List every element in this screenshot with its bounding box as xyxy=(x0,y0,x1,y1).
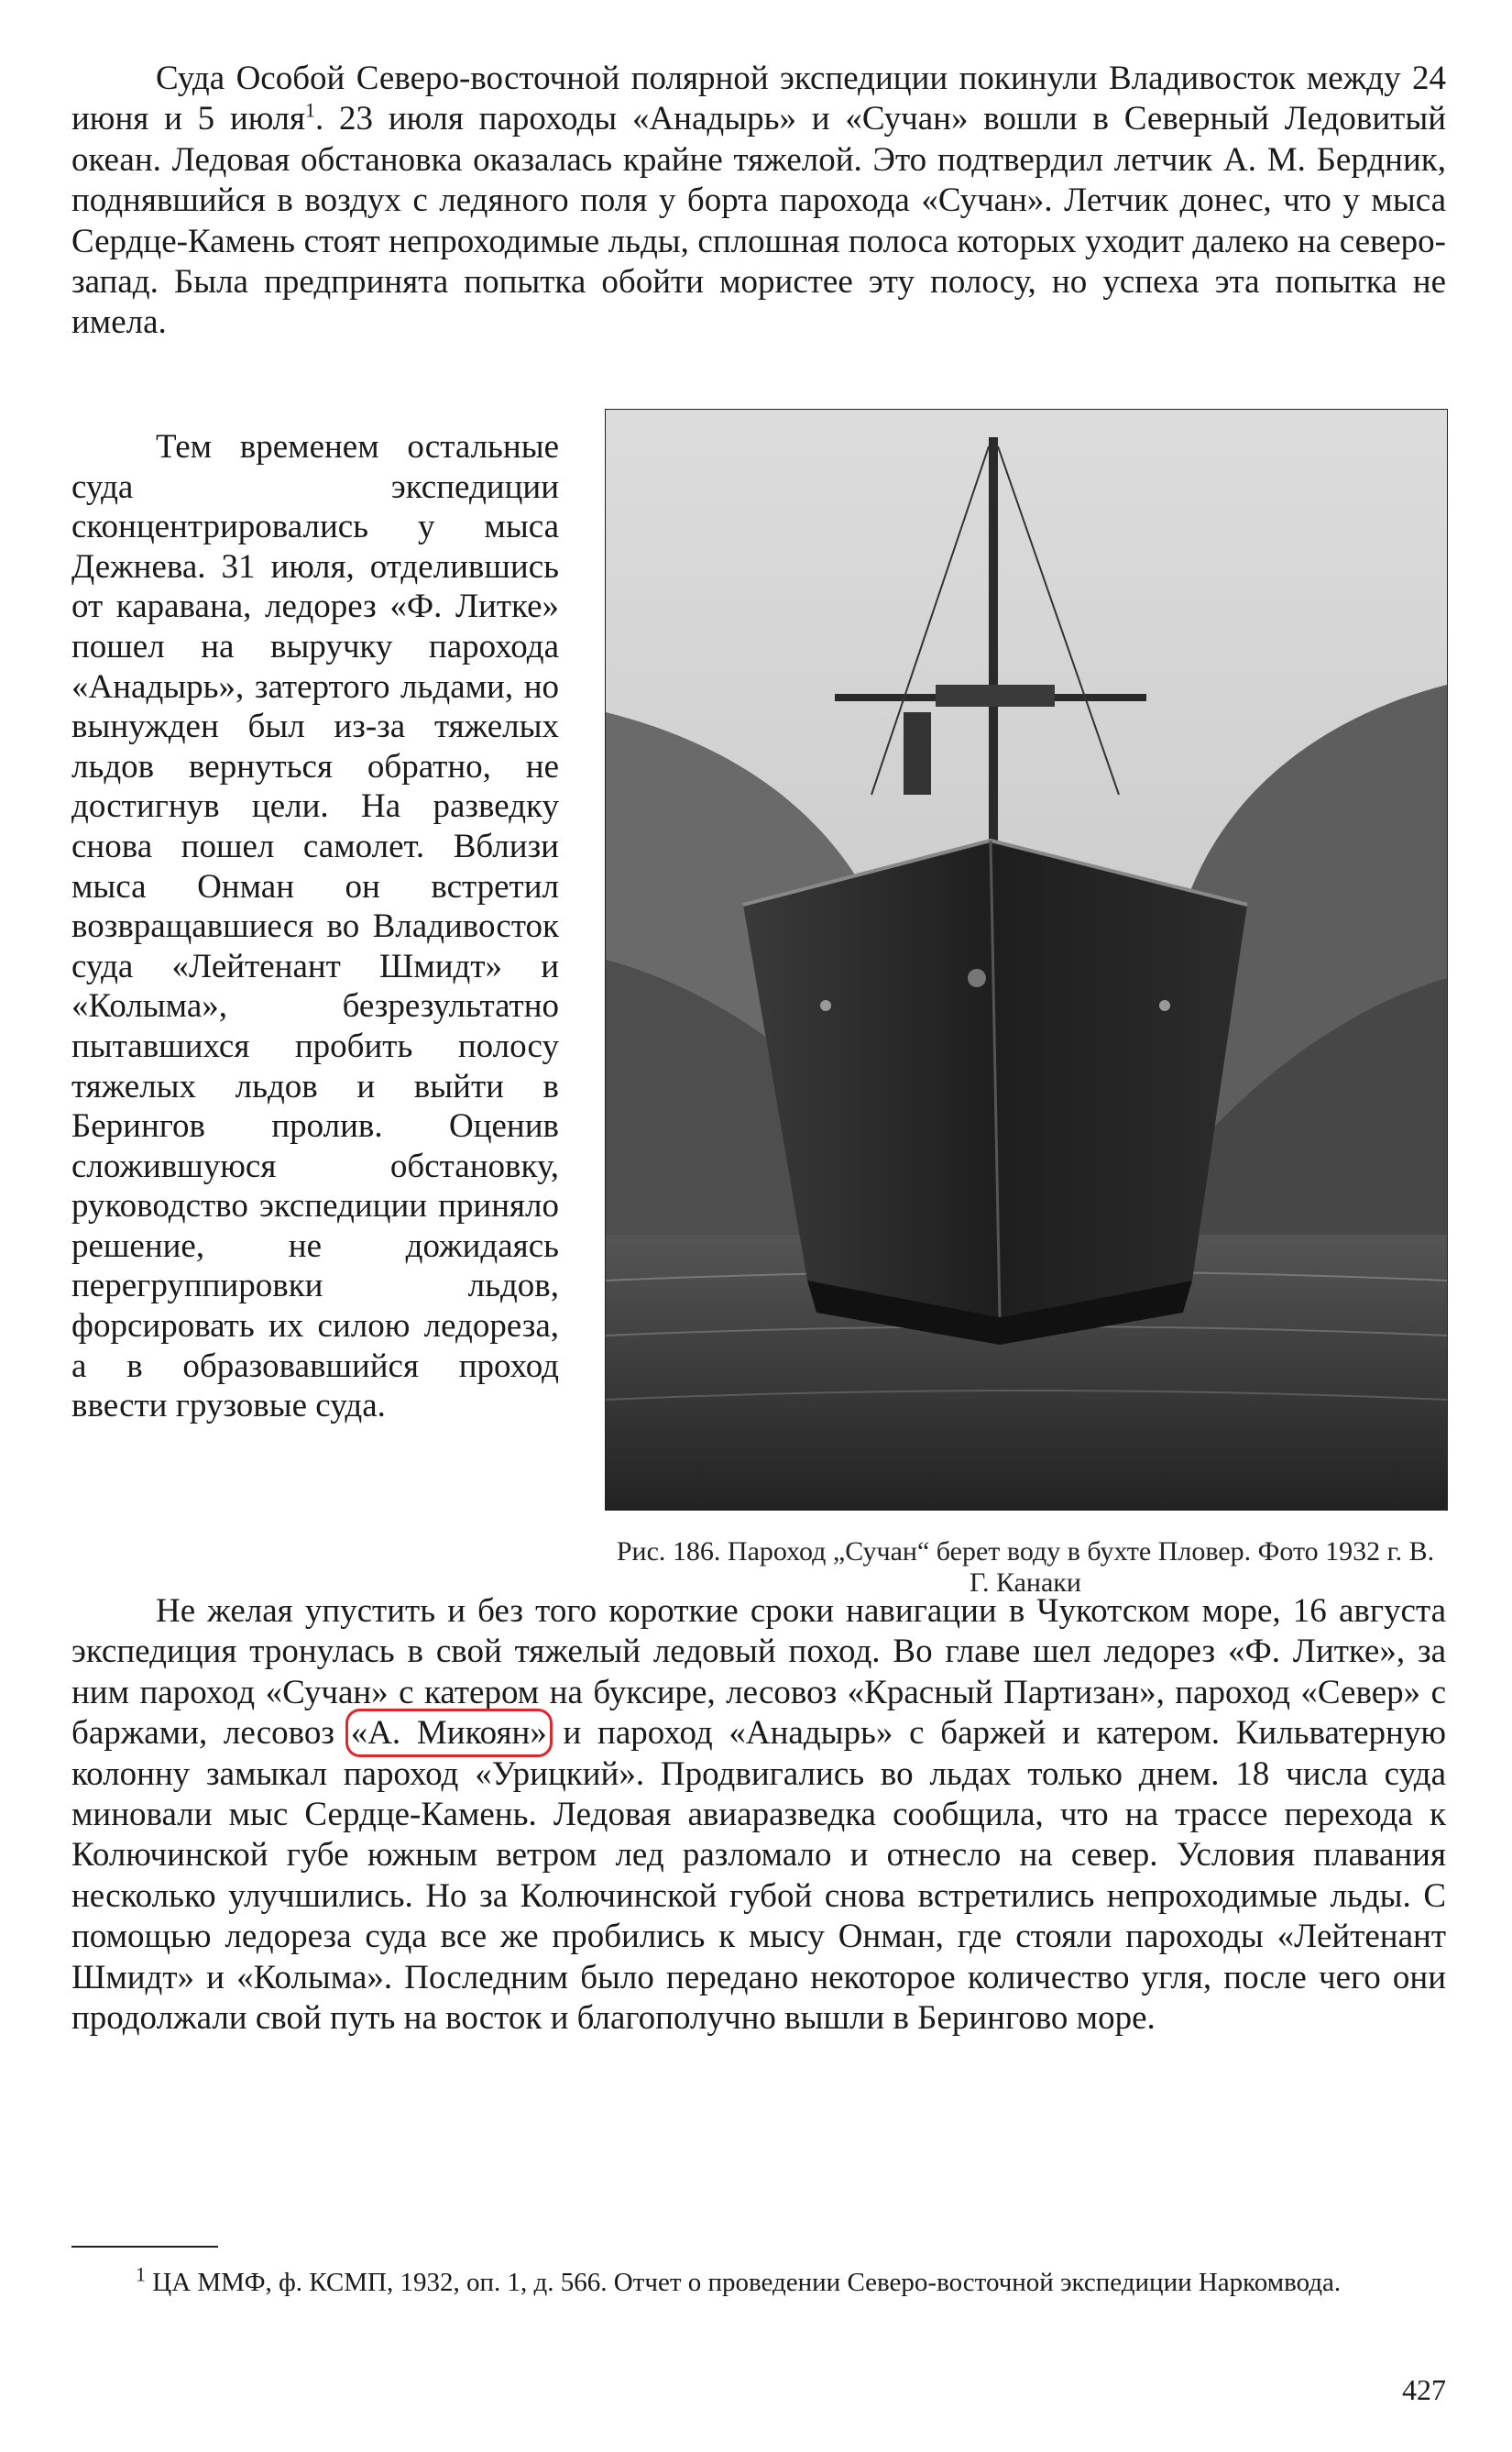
footnote-text: ЦА ММФ, ф. КСМП, 1932, оп. 1, д. 566. Отчет о проведении Северо-восточной экспедиции Наркомвода. xyxy=(146,2268,1342,2297)
footnote-mark: 1 xyxy=(136,2262,146,2286)
figure-caption: Рис. 186. Пароход „Сучан“ берет воду в бухте Пловер. Фото 1932 г. В. Г. Канаки xyxy=(616,1536,1435,1598)
paragraph-3-text-a: Не желая упустить и без того короткие сроки навигации в Чукотском море, 16 августа экспедиция тронулась в свой тяжелый ледовый поход. Во главе шел ледорез «Ф. Литке», за ним пароход «Сучан» с катером на буксире, лесовоз «Красный Партизан», пароход «Север» с баржами, лесовоз xyxy=(71,1592,1446,1753)
paragraph-1 xyxy=(71,59,1446,344)
figure-186 xyxy=(605,409,1446,1599)
paragraph-3-text-b: и пароход «Анадырь» с баржей и катером. Кильватерную колонну замыкал пароход «Урицкий». Продвигались во льдах только днем. 18 числа суда миновали мыс Сердце-Камень. Ледовая авиаразведка сообщила, что на трассе перехода к Колючинской губе южным ветром лед разломало и отнесло на север. Условия плавания несколько улучшились. Но за Колючинской губой снова встретились непроходимые льды. С помощью ледореза суда все же пробились к мысу Онман, где стояли пароходы «Лейтенант Шмидт» и «Колыма». Последним было передано некоторое количество угля, после чего они продолжали свой путь на восток и благополучно вышли в Берингово море. xyxy=(71,1714,1446,2038)
highlighted-ship-name[interactable]: «А. Микоян» xyxy=(350,1714,547,1753)
footnote-divider xyxy=(71,2246,218,2248)
page-number: 427 xyxy=(1402,2373,1446,2406)
paragraph-1-text-b: . 23 июля пароходы «Анадырь» и «Сучан» вошли в Северный Ледовитый океан. Ледовая обстановка оказалась крайне тяжелой. Это подтвердил летчик А. М. Бердник, поднявшийся в воздух с ледяного поля у борта парохода «Сучан». Летчик донес, что у мыса Сердце-Камень стоят непроходимые льды, сплошная полоса которых уходит далеко на северо-запад. Была предпринята попытка обойти мористее эту полосу, но успеха эта попытка не имела. xyxy=(71,100,1446,342)
footnote xyxy=(71,2262,1446,2299)
paragraph-2-text: Тем временем остальные суда экспедиции сконцентрировались у мыса Дежнева. 31 июля, отделившись от каравана, ледорез «Ф. Литке» пошел на выручку парохода «Анадырь», затертого льдами, но вынужден был из-за тяжелых льдов вернуться обратно, не достигнув цели. На разведку снова пошел самолет. Вблизи мыса Онман он встретил возвращавшиеся во Владивосток суда «Лейтенант Шмидт» и «Колыма», безрезультатно пытавшихся пробить полосу тяжелых льдов и выйти в Берингов пролив. Оценив сложившуюся обстановку, руководство экспедиции приняло решение, не дожидаясь перегруппировки льдов, форсировать их силою ледореза, а в образовавшийся проход ввести грузовые суда. xyxy=(71,428,559,1425)
paragraph-2 xyxy=(71,427,559,1426)
paragraph-3 xyxy=(71,1591,1446,2039)
footnote-reference[interactable]: 1 xyxy=(304,99,315,123)
paragraph-1-text-a: Суда Особой Северо-восточной полярной экспедиции покинули Владивосток между 24 июня и 5 июля xyxy=(71,60,1446,138)
steamship-photo xyxy=(605,409,1448,1511)
